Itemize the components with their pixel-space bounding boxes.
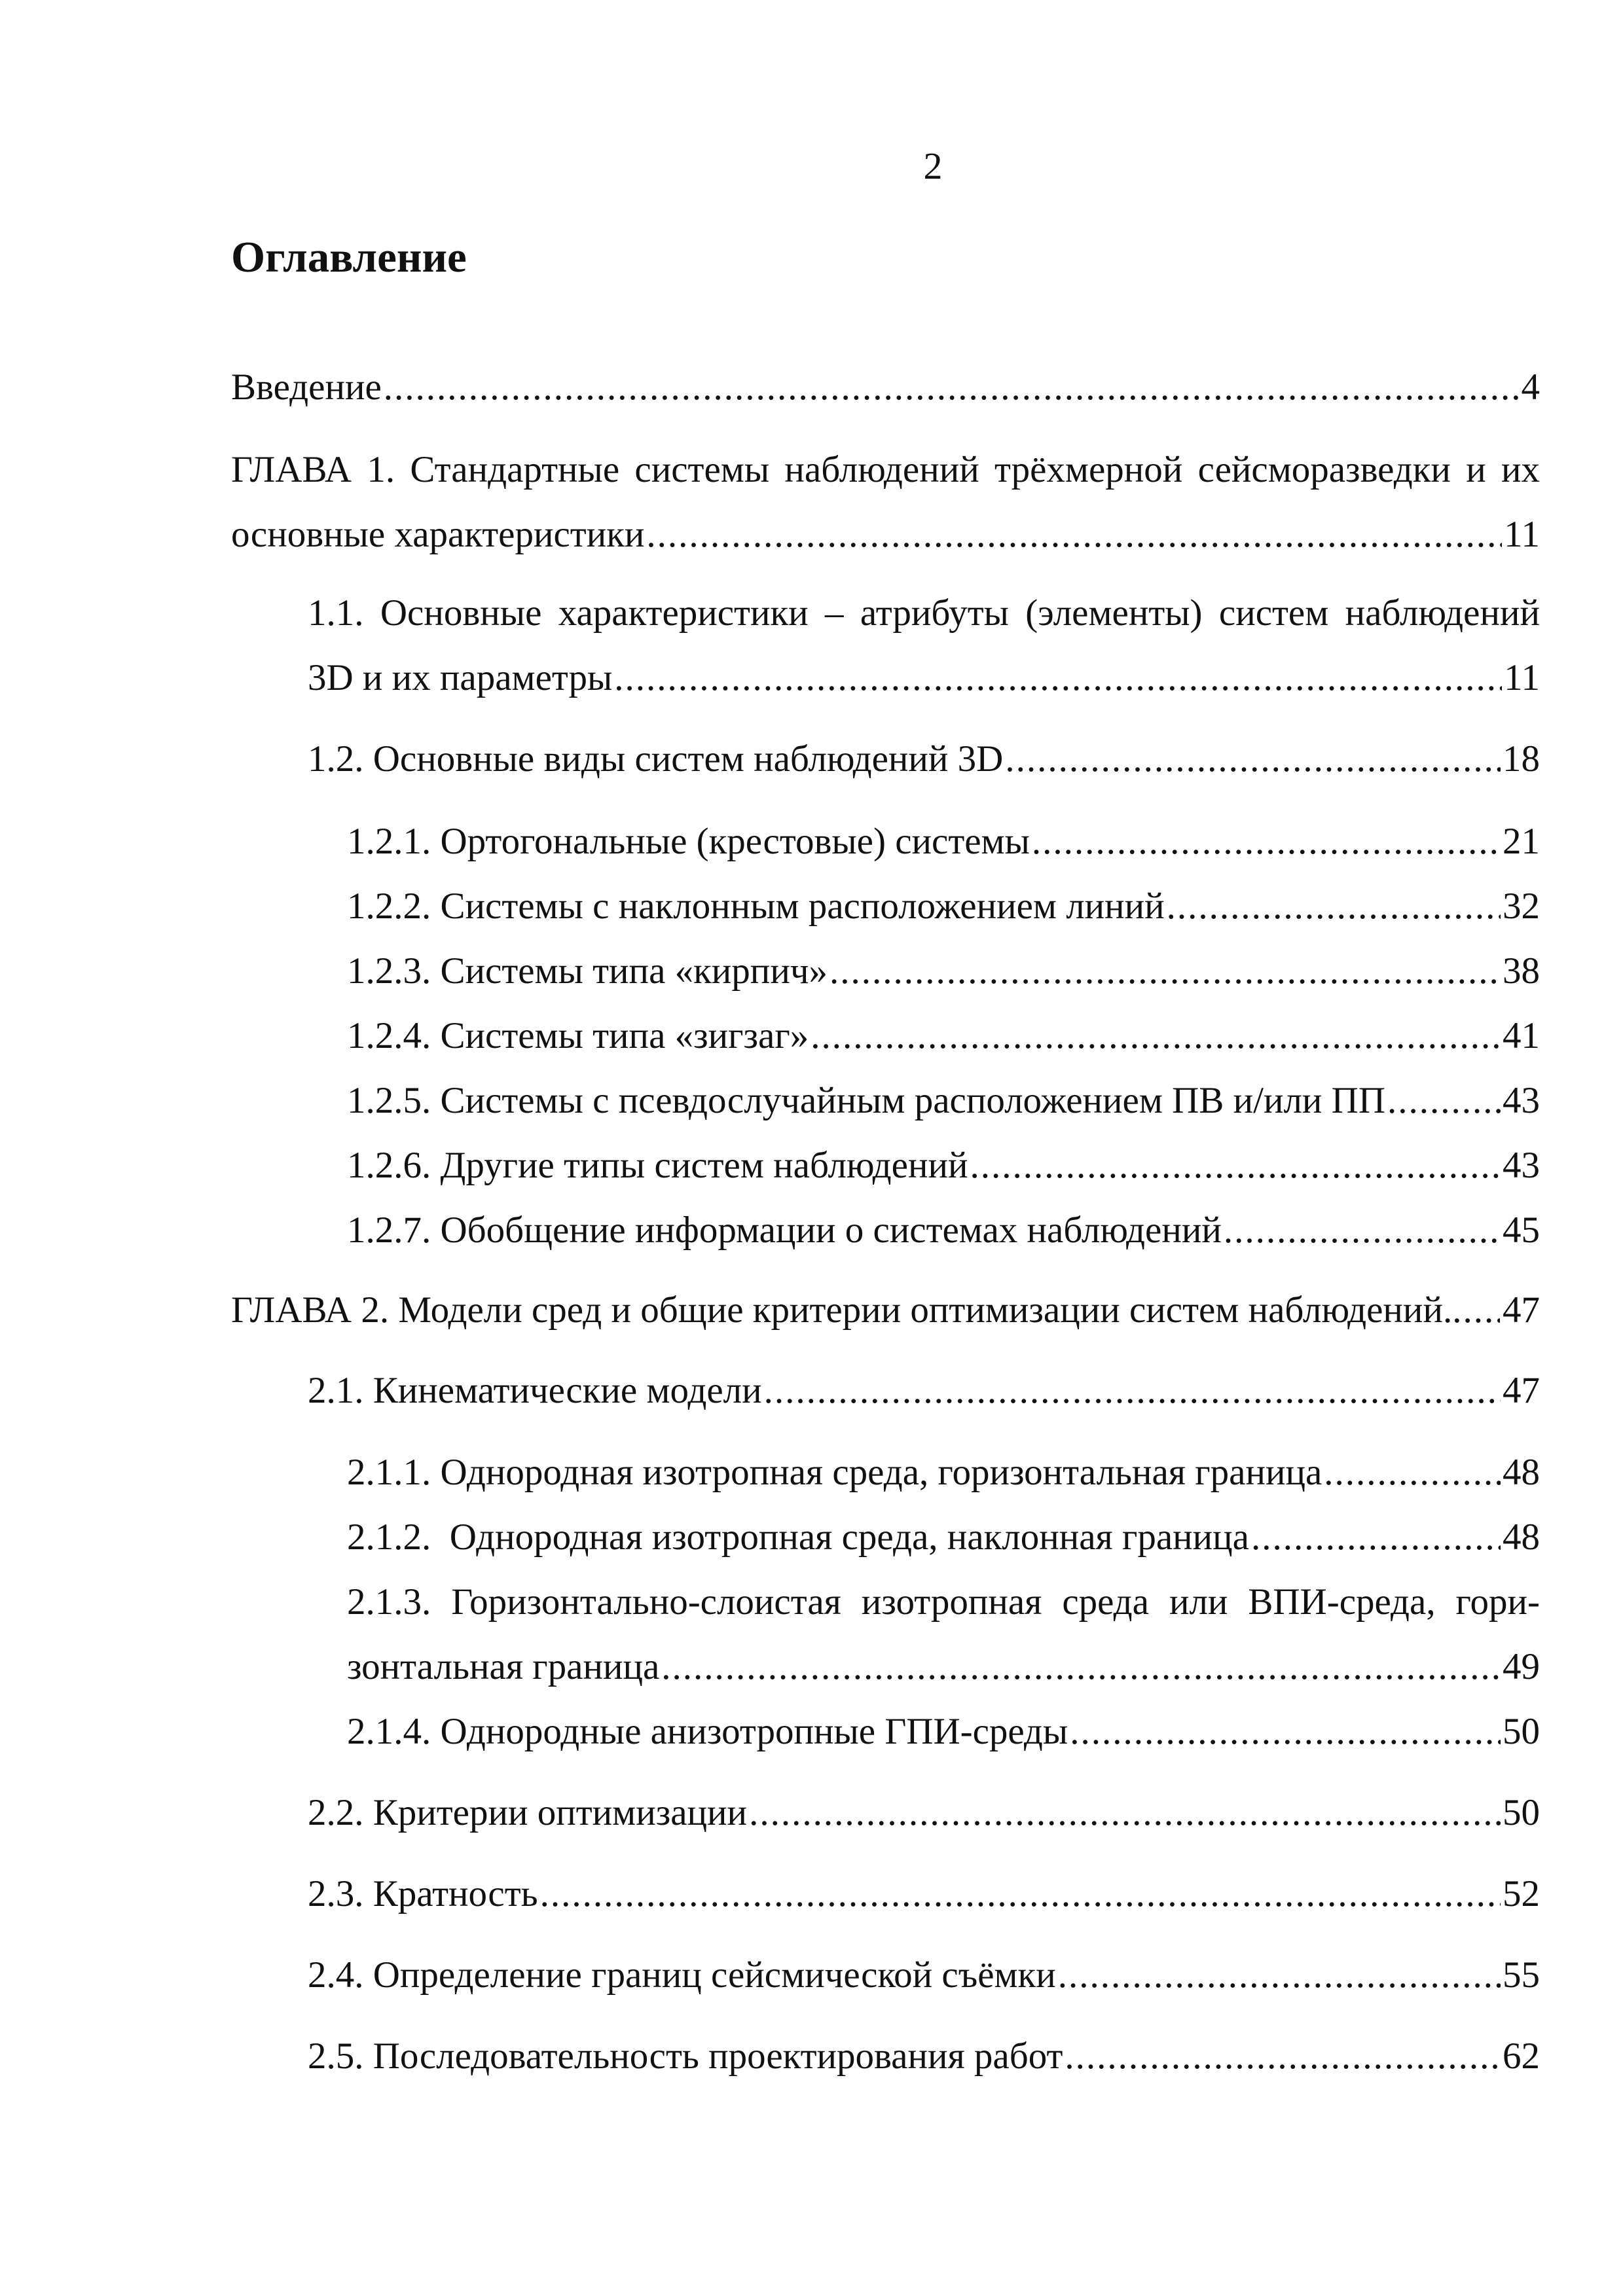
toc-entry-label: 2.1. Кинематические модели <box>308 1370 762 1411</box>
toc-entry-section-2-2[interactable] <box>308 1780 1540 1845</box>
toc-entry-page: 48 <box>1503 1516 1540 1558</box>
toc-entry-label: 1.2.1. Ортогональные (крестовые) системы <box>347 821 1030 862</box>
page-number: 2 <box>923 145 943 187</box>
toc-entry-label: 1.2. Основные виды систем наблюдений 3D <box>308 738 1004 780</box>
toc-entry-page: 50 <box>1503 1711 1540 1752</box>
toc-entry-section-1-2-2[interactable] <box>347 874 1540 939</box>
toc-entry-page: 38 <box>1503 950 1540 992</box>
dot-leader <box>384 355 1520 420</box>
toc-entry-introduction[interactable] <box>231 355 1540 420</box>
toc-entry-page: 43 <box>1503 1145 1540 1186</box>
toc-entry-page: 49 <box>1503 1646 1540 1687</box>
toc-entry-label: 1.2.3. Системы типа «кирпич» <box>347 950 828 992</box>
toc-entry-page: 62 <box>1503 2036 1540 2077</box>
dot-leader <box>970 1133 1501 1198</box>
dot-leader <box>764 1358 1501 1423</box>
dot-leader <box>1452 1278 1500 1342</box>
toc-entry-chapter-2[interactable] <box>231 1278 1540 1342</box>
toc-entry-section-2-1[interactable] <box>308 1358 1540 1423</box>
toc-entry-section-1-2-5[interactable] <box>347 1068 1540 1133</box>
toc-entry-label: 2.1.1. Однородная изотропная среда, горизонтальная граница <box>347 1452 1322 1493</box>
toc-entry-page: 32 <box>1503 886 1540 927</box>
toc-entry-page: 47 <box>1503 1370 1540 1411</box>
toc-entry-section-2-1-2[interactable] <box>347 1505 1540 1570</box>
toc-entry-section-2-3[interactable] <box>308 1861 1540 1926</box>
toc-entry-section-2-1-4[interactable] <box>347 1699 1540 1764</box>
toc-entry-section-1-2-6[interactable] <box>347 1133 1540 1198</box>
toc-entry-label-line-1: 1.1. Основные характеристики – атрибуты (элементы) систем наблюдений <box>308 592 1540 634</box>
toc-entry-label: 1.2.2. Системы с наклонным расположением линий <box>347 886 1165 927</box>
toc-entry-section-2-5[interactable] <box>308 2024 1540 2089</box>
dot-leader <box>661 1634 1501 1699</box>
toc-entry-page: 50 <box>1503 1792 1540 1833</box>
dot-leader <box>1324 1440 1501 1505</box>
dot-leader <box>830 939 1501 1003</box>
toc-entry-label-line-2: зонтальная граница <box>347 1646 660 1687</box>
toc-entry-label-line-2: основные характеристики <box>231 514 645 555</box>
toc-entry-section-1-2-7[interactable] <box>347 1198 1540 1263</box>
toc-entry-page: 11 <box>1504 657 1540 698</box>
dot-leader <box>1032 809 1501 874</box>
toc-entry-label: Введение <box>231 367 382 408</box>
toc-entry-page: 21 <box>1503 821 1540 862</box>
dot-leader <box>1005 726 1501 791</box>
dot-leader <box>1058 1943 1501 2007</box>
toc-entry-label: 1.2.5. Системы с псевдослучайным расположением ПВ и/или ПП <box>347 1080 1385 1121</box>
toc-title: Оглавление <box>231 233 467 281</box>
dot-leader <box>540 1861 1501 1926</box>
toc-entry-page: 41 <box>1503 1015 1540 1056</box>
dot-leader <box>1387 1068 1501 1133</box>
dot-leader <box>1167 874 1501 939</box>
toc-entry-section-1-2-3[interactable] <box>347 939 1540 1003</box>
toc-entry-label: 2.1.4. Однородные анизотропные ГПИ-среды <box>347 1711 1068 1752</box>
toc-entry-chapter-1[interactable] <box>231 437 1540 567</box>
toc-entry-label-line-1: 2.1.3. Горизонтально-слоистая изотропная среда или ВПИ-среда, гори- <box>347 1581 1540 1623</box>
toc-entry-page: 11 <box>1504 514 1540 555</box>
toc-entry-label: 1.2.4. Системы типа «зигзаг» <box>347 1015 809 1056</box>
toc-entry-page: 18 <box>1503 738 1540 780</box>
dot-leader <box>614 645 1502 710</box>
toc-entry-section-1-2-1[interactable] <box>347 809 1540 874</box>
toc-entry-page: 48 <box>1503 1452 1540 1493</box>
toc-entry-page: 55 <box>1503 1954 1540 1996</box>
dot-leader <box>811 1003 1501 1068</box>
toc-entry-page: 47 <box>1503 1289 1540 1331</box>
toc-entry-page: 45 <box>1503 1210 1540 1251</box>
dot-leader <box>646 502 1502 567</box>
toc-entry-label: 2.2. Критерии оптимизации <box>308 1792 748 1833</box>
toc-entry-section-2-4[interactable] <box>308 1943 1540 2007</box>
dot-leader <box>1065 2024 1501 2089</box>
toc-entry-label: ГЛАВА 2. Модели сред и общие критерии оптимизации систем наблюдений. <box>231 1289 1453 1331</box>
toc-entry-section-1-2[interactable] <box>308 726 1540 791</box>
toc-entry-label: 2.4. Определение границ сейсмической съёмки <box>308 1954 1056 1996</box>
dot-leader <box>749 1780 1501 1845</box>
dot-leader <box>1224 1198 1501 1263</box>
toc-entry-page: 52 <box>1503 1873 1540 1914</box>
toc-entry-section-1-1[interactable] <box>308 581 1540 710</box>
toc-entry-page: 4 <box>1521 367 1540 408</box>
toc-entry-label: 2.1.2. Однородная изотропная среда, наклонная граница <box>347 1516 1249 1558</box>
toc-entry-label: 1.2.7. Обобщение информации о системах наблюдений <box>347 1210 1222 1251</box>
toc-entry-label-line-1: ГЛАВА 1. Стандартные системы наблюдений трёхмерной сейсморазведки и их <box>231 449 1540 490</box>
toc-entry-section-2-1-1[interactable] <box>347 1440 1540 1505</box>
toc-entry-label: 2.5. Последовательность проектирования работ <box>308 2036 1063 2077</box>
toc-entry-label-line-2: 3D и их параметры <box>308 657 613 698</box>
toc-entry-section-2-1-3[interactable] <box>347 1570 1540 1699</box>
toc-entry-page: 43 <box>1503 1080 1540 1121</box>
toc-entry-label: 2.3. Кратность <box>308 1873 538 1914</box>
toc-entry-label: 1.2.6. Другие типы систем наблюдений <box>347 1145 968 1186</box>
dot-leader <box>1251 1505 1501 1570</box>
dot-leader <box>1070 1699 1501 1764</box>
toc-entry-section-1-2-4[interactable] <box>347 1003 1540 1068</box>
